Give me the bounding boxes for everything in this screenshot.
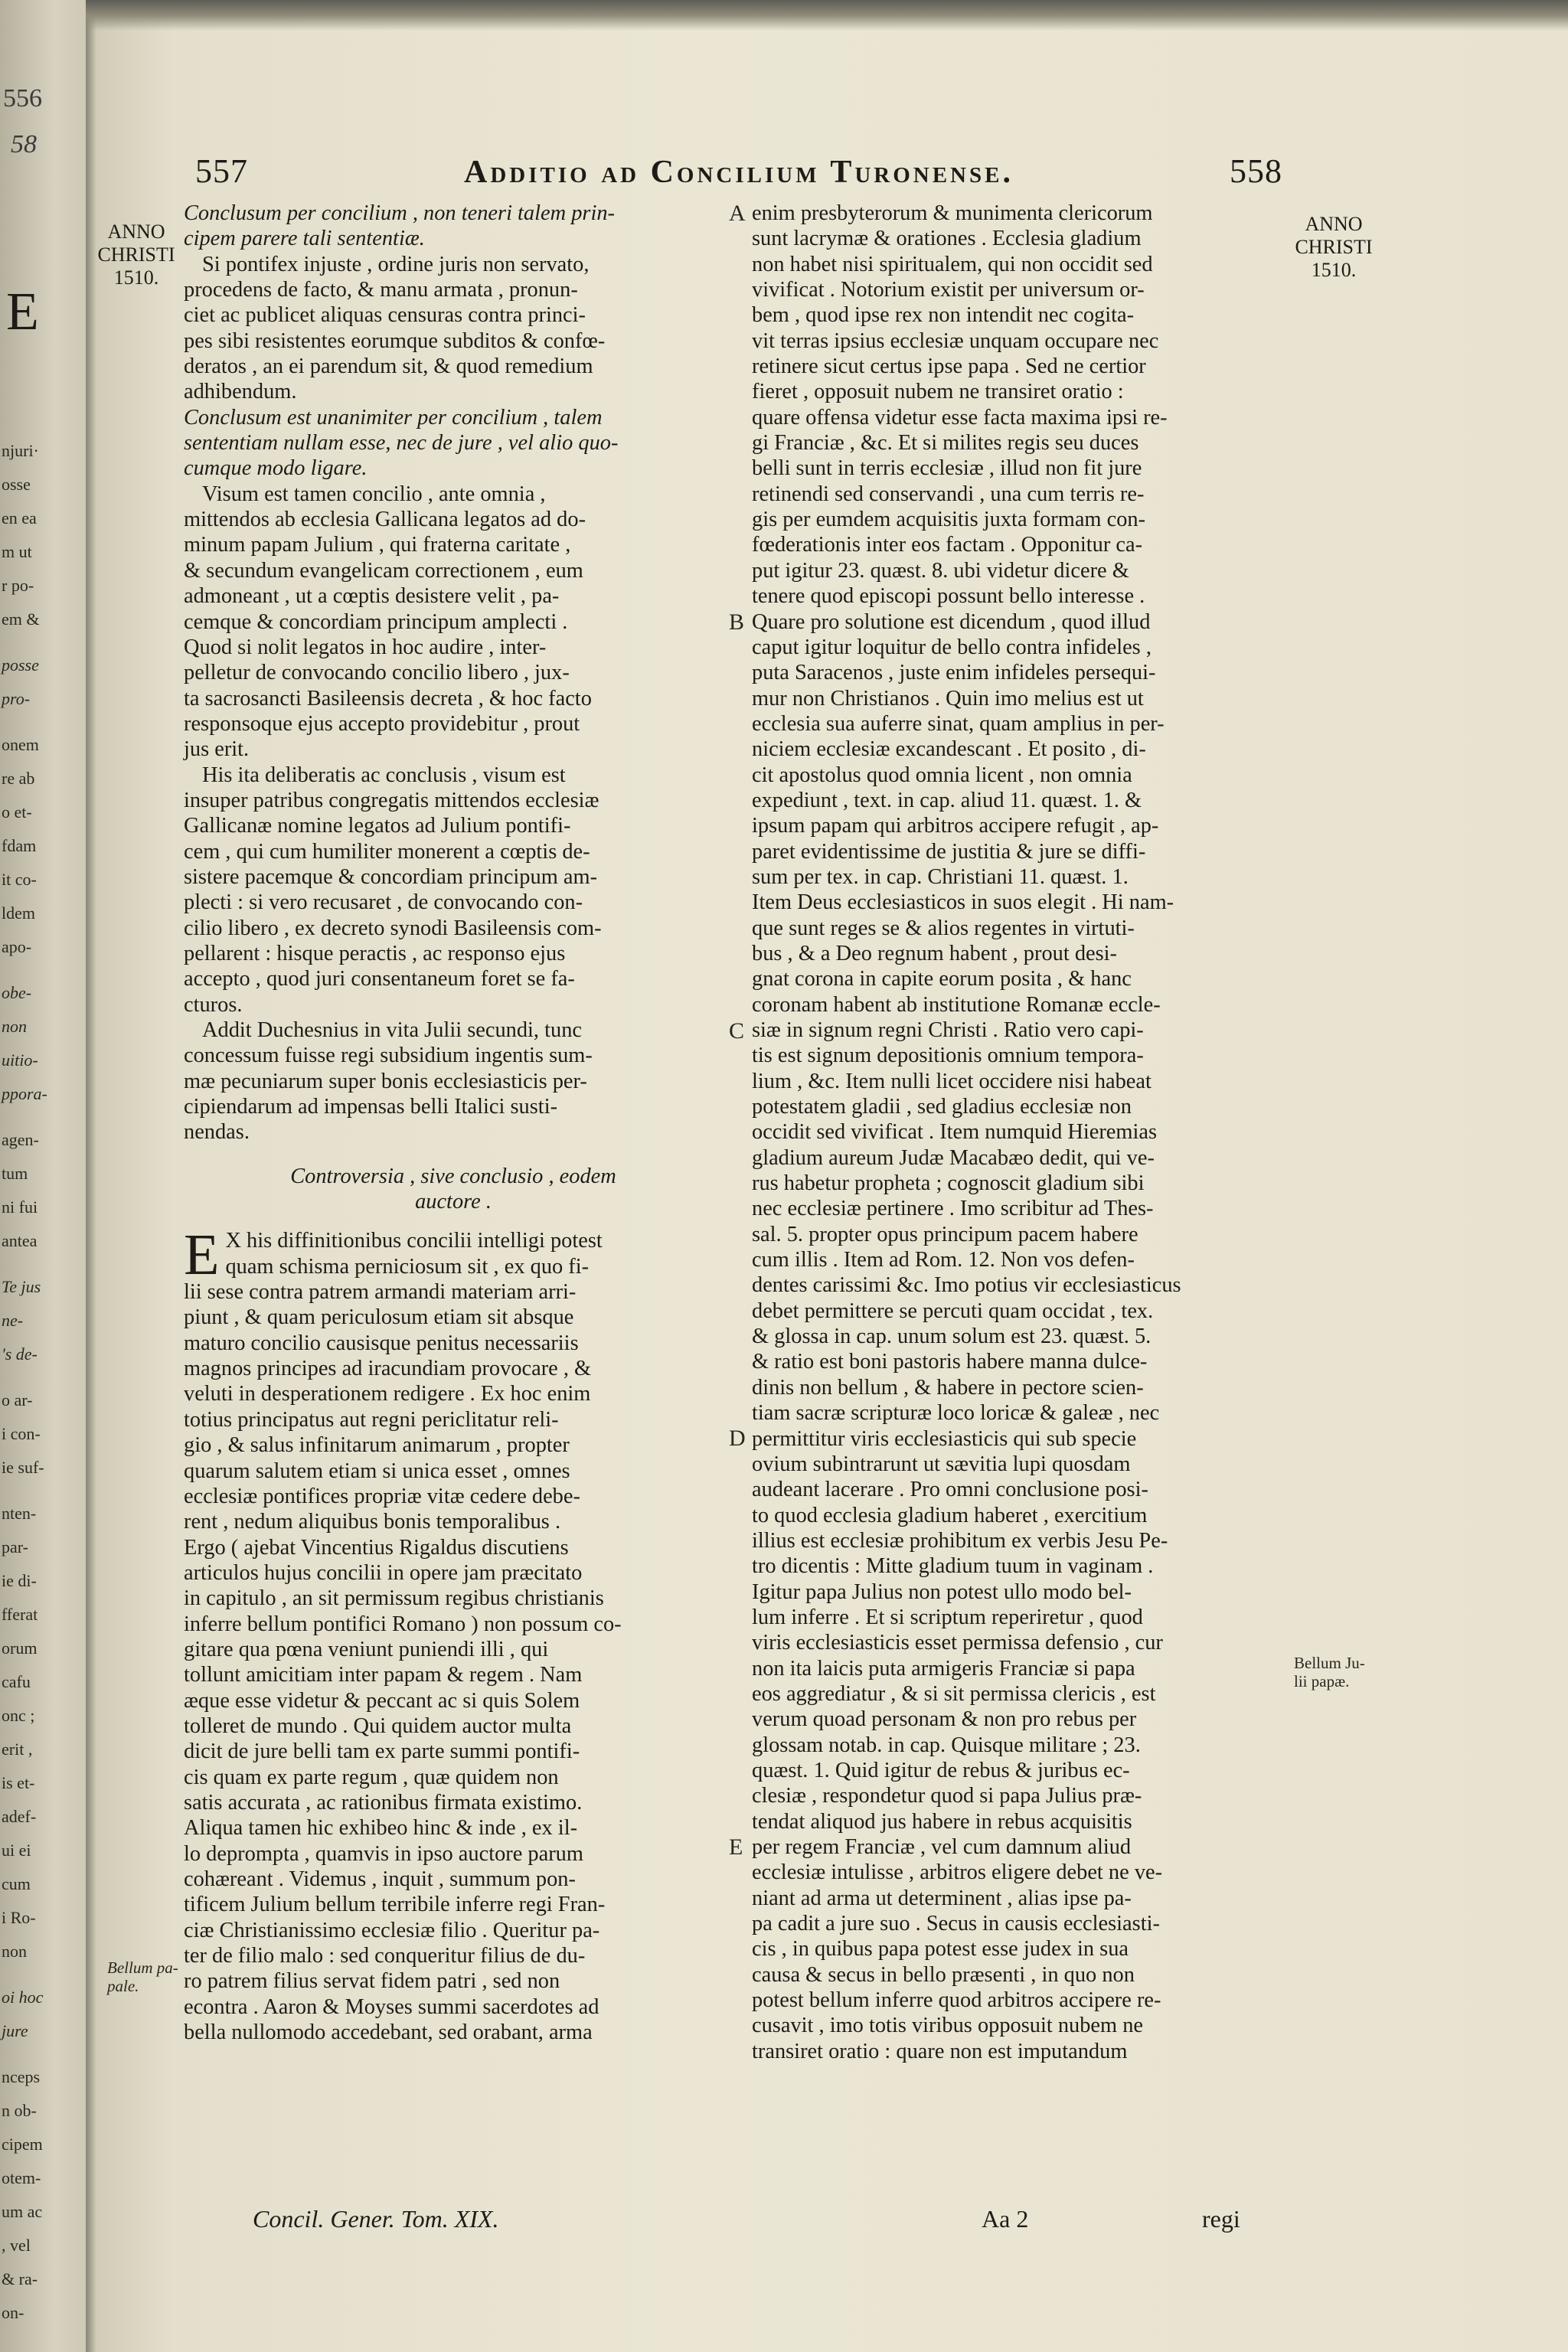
facing-page-fragment: 's de- xyxy=(2,1344,38,1364)
facing-page-fragment: otem- xyxy=(2,2168,41,2187)
facing-page-fragment: erit , xyxy=(2,1740,33,1759)
facing-page-fragment: cum xyxy=(2,1874,31,1893)
page-fold-shadow xyxy=(86,0,96,2352)
facing-page-fragment: adef- xyxy=(2,1807,37,1826)
facing-page-fragment: ne- xyxy=(2,1311,24,1330)
facing-page-fragment: n ob- xyxy=(2,2101,37,2120)
facing-page-fragment: em & xyxy=(2,609,40,629)
facing-page-fragment: on- xyxy=(2,2303,24,2322)
facing-page-fragment: njuri· xyxy=(2,441,39,460)
paragraph-text: Si pontifex injuste , ordine juris non servato, procedens de facto, & manu armata , pronun- ciet ac publicet aliquas censuras contra princi- pes sibi resistentes eorumque subditos & confœ- deratos , an ei parendum sit, & quod remedium adhibendum. xyxy=(184,252,606,404)
drop-cap: E xyxy=(184,1223,220,1288)
paragraph xyxy=(184,1164,723,1215)
facing-page-fragment: antea xyxy=(2,1231,38,1250)
footer-signature: Aa 2 xyxy=(982,2205,1029,2233)
facing-page-fragment: fferat xyxy=(2,1605,38,1624)
facing-page-fragment: ui ei xyxy=(2,1841,31,1860)
facing-page-fragment: oi hoc xyxy=(2,1988,44,2007)
facing-page-fragment: onem xyxy=(2,735,39,754)
facing-page-fragment: nceps xyxy=(2,2067,41,2086)
anno-christi-left: ANNO CHRISTI 1510. xyxy=(97,220,175,289)
paragraph xyxy=(184,201,723,252)
paragraph-text: Visum est tamen concilio , ante omnia , mittendos ab ecclesia Gallicana legatos ad do- minum papam Julium , qui fraterna caritate , & secundum evangelicam correctionem , eum admoneant , ut a cœptis desistere velit , pa- cemque & concordiam principum amplecti . Quod si nolit legatos in hoc audire , inter- pelletur de convocando concilio libero , jux- ta sacrosancti Basileensis decreta , & hoc facto responsoque ejus accepto providebitur , prout jus erit. xyxy=(184,482,592,762)
facing-page-fragment: & ra- xyxy=(2,2269,38,2288)
paragraph xyxy=(184,252,723,405)
sidenote-bellum-papale: Bellum pa- pale. xyxy=(107,1958,178,1995)
facing-page-number-corrected: 58 xyxy=(11,130,37,158)
facing-page-fragment: en ea xyxy=(2,508,37,528)
paragraph xyxy=(184,482,723,763)
facing-page-fragment: onc ; xyxy=(2,1706,35,1725)
facing-page-fragment: m ut xyxy=(2,542,32,561)
facing-page-fragment: cipem xyxy=(2,2135,43,2154)
section-marker-c: C xyxy=(729,1018,745,1044)
paragraph xyxy=(752,201,1291,2064)
facing-page-fragment: nten- xyxy=(2,1504,37,1523)
sidenote-bellum-julii: Bellum Ju- lii papæ. xyxy=(1294,1654,1365,1690)
facing-page-fragment: obe- xyxy=(2,983,32,1002)
running-title: Additio ad Concilium Turonense. xyxy=(464,155,1014,190)
facing-page-fragment: ppora- xyxy=(2,1084,47,1103)
left-page-number: 557 xyxy=(195,152,248,190)
paragraph xyxy=(184,1223,723,2045)
facing-page-fragment: Te jus xyxy=(2,1277,41,1296)
paragraph xyxy=(184,763,723,1018)
section-marker-e: E xyxy=(729,1834,743,1860)
paragraph-text: Controversia , sive conclusio , eodem auctore . xyxy=(290,1164,616,1214)
facing-page-fragment: osse xyxy=(2,475,31,494)
facing-page-fragment: agen- xyxy=(2,1130,39,1149)
facing-page-fragment: ie suf- xyxy=(2,1458,44,1477)
facing-page-fragment: i Ro- xyxy=(2,1908,36,1927)
section-marker-a: A xyxy=(729,201,746,226)
facing-page-fragment: orum xyxy=(2,1638,38,1658)
facing-page-fragment: i con- xyxy=(2,1424,41,1443)
paragraph-text: enim presbyterorum & munimenta clericorum sunt lacrymæ & orationes . Ecclesia gladium non habet nisi spiritualem, qui non occidit sed vivificat . Notorium existit per universum or- bem , quod ipse rex non intendit nec cogita- vit terras ipsius ecclesiæ unquam occupare nec retinere sicut certus ipse papa . Sed ne certior fieret , opposuit nubem ne transiret oratio : quare offensa videtur esse facta maxima ipsi re- gi Franciæ , &c. Et si milites regis seu duces belli sunt in terris ecclesiæ , illud non fit jure retinendi sed conservandi , una cum terris re- gis per eumdem acquisitis juxta formam con- fœderationis inter eos factam . Opponitur ca- put igitur 23. quæst. 8. ubi videtur dicere & tenere quod episcopi possunt bello interesse . Quare pro solutione est dicendum , quod illud caput igitur loquitur de bello contra infideles , puta Saracenos , juste enim infideles persequi- mur non Christianos . Quin imo melius est ut ecclesia sua auferre sinat, quam amplius in per- niciem ecclesiæ excandescant . Et posito , di- cit apostolus quod omnia licent , non omnia expediunt , text. in cap. aliud 11. quæst. 1. & ipsum papam qui arbitros accipere refugit , ap- paret evidentissime de justitia & jure se diffi- sum per tex. in cap. Christiani 11. quæst. 1. Item Deus ecclesiasticos in suos elegit . Hi nam- que sunt reges se & alios regentes in virtuti- bus , & a Deo regnum habent , prout desi- gnat corona in capite eorum posita , & hanc coronam habent ab institutione Romanæ eccle- siæ in signum regni Christi . Ratio vero capi- tis est signum depositionis omnium tempora- lium , &c. Item nulli licet occidere nisi habeat potestatem gladii , sed gladius ecclesiæ non occidit sed vivificat . Item numquid Hieremias gladium aureum Judæ Macabæo dedit, qui ve- rus habetur propheta ; cognoscit gladium sibi nec ecclesiæ pertinere . Imo scribitur ad Thes- sal. 5. propter opus principum pacem habere cum illis . Item ad Rom. 12. Non vos defen- dentes carissimi &c. Imo potius vir ecclesiasticus debet permittere se percuti quam occidat , tex. & glossa in cap. unum solum est 23. quæst. 5. & ratio est boni pastoris habere manna dulce- dinis non bellum , & habere in pectore scien- tiam sacræ scripturæ loco loricæ & galeæ , nec permittitur viris ecclesiasticis qui sub specie ovium subintrarunt ut sævitia lupi quosdam audeant lacerare . Pro omni conclusione posi- to quod ecclesia gladium haberet , exercitium illius est ecclesiæ prohibitum ex verbis Jesu Pe- tro dicentis : Mitte gladium tuum in vaginam . Igitur papa Julius non potest ullo modo bel- lum inferre . Et si scriptum reperiretur , quod viris ecclesiasticis esset permissa defensio , cur non ita laicis puta armigeris Franciæ si papa eos aggrediatur , & si sit permissa clericis , est verum quoad personam & non pro rebus per glossam notab. in cap. Quisque militare ; 23. quæst. 1. Quid igitur de rebus & juribus ec- clesiæ , respondetur quod si papa Julius præ- tendat aliquod jus habere in rebus acquisitis per regem Franciæ , vel cum damnum aliud ecclesiæ intulisse , arbitros eligere debet ne ve- niant ad arma ut determinent , alias ipse pa- pa cadit a jure suo . Secus in causis ecclesiasti- cis , in quibus papa potest esse judex in sua causa & secus in bello præsenti , in quo non potest bellum inferre quod arbitros accipere re- cusavit , imo totis viribus opposuit nubem ne transiret oratio : quare non est imputandum xyxy=(752,201,1181,2063)
facing-page-fragment: fdam xyxy=(2,836,37,855)
facing-page-fragment: jure xyxy=(2,2021,28,2040)
paragraph xyxy=(184,405,723,482)
facing-page-fragment: cafu xyxy=(2,1672,31,1691)
facing-page-fragment: re ab xyxy=(2,769,35,788)
paragraph-text: His ita deliberatis ac conclusis , visum est insuper patribus congregatis mittendos ecclesiæ Gallicanæ nomine legatos ad Julium pontifi- cem , qui cum humiliter monerent a cœptis de- sistere pacemque & concordiam principum am- plecti : si vero recusaret , de convocando con- cilio libero , ex decreto synodi Basileensis com- pellarent : hisque peractis , ac responso ejus accepto , quod juri consentaneum foret se fa- cturos. xyxy=(184,763,602,1017)
facing-page-fragment: pro- xyxy=(2,689,31,708)
section-marker-d: D xyxy=(729,1426,746,1451)
footer-volume: Concil. Gener. Tom. XIX. xyxy=(253,2205,499,2233)
facing-page-fragment: ie di- xyxy=(2,1571,37,1590)
facing-page-fragment: par- xyxy=(2,1537,28,1557)
facing-page-dropcap: E xyxy=(6,283,39,341)
facing-page-fragment: non xyxy=(2,1017,27,1036)
facing-page-fragment: it co- xyxy=(2,870,37,889)
running-header xyxy=(195,152,1282,205)
section-marker-b: B xyxy=(729,609,745,635)
facing-page-fragment: r po- xyxy=(2,576,34,595)
left-text-column xyxy=(184,201,723,2045)
paragraph-text: Addit Duchesnius in vita Julii secundi, tunc concessum fuisse regi subsidium ingentis sum- mæ pecuniarum super bonis ecclesiasticis per- cipiendarum ad impensas belli Italici susti- nendas. xyxy=(184,1018,593,1145)
facing-page-fragment: um ac xyxy=(2,2202,43,2221)
facing-page-fragment: tum xyxy=(2,1164,28,1183)
right-text-column xyxy=(752,201,1291,2064)
facing-page-fragment: apo- xyxy=(2,937,32,956)
facing-page-fragment: non xyxy=(2,1942,27,1961)
facing-page-fragment: is et- xyxy=(2,1773,35,1792)
facing-page-fragment: o et- xyxy=(2,802,32,822)
page-top-edge xyxy=(86,0,1568,31)
facing-page-fragment: ldem xyxy=(2,903,35,923)
facing-page-fragment: posse xyxy=(2,655,39,675)
facing-page-edge xyxy=(0,0,90,2352)
right-page-number: 558 xyxy=(1229,152,1282,190)
facing-page-number: 556 xyxy=(3,84,42,113)
paragraph-text: Conclusum est unanimiter per concilium , talem sententiam nullam esse, nec de jure , vel alio quo- cumque modo ligare. xyxy=(184,405,619,481)
footer-catchword: regi xyxy=(1202,2205,1240,2233)
paragraph-text: Conclusum per concilium , non teneri talem prin- cipem parere tali sententiæ. xyxy=(184,201,616,251)
facing-page-fragment: uitio- xyxy=(2,1050,38,1070)
paragraph xyxy=(184,1018,723,1145)
facing-page-fragment: ni fui xyxy=(2,1197,38,1217)
anno-christi-right: ANNO CHRISTI 1510. xyxy=(1295,213,1373,281)
facing-page-fragment: , vel xyxy=(2,2236,31,2255)
facing-page-fragment: o ar- xyxy=(2,1390,33,1410)
paragraph-text: X his diffinitionibus concilii intelligi potest quam schisma perniciosum sit , ex quo fi- lii sese contra patrem armandi materiam arri- piunt , & quam periculosum etiam sit absque maturo concilio causisque penitus necessariis magnos principes ad iracundiam provocare , & veluti in desperationem redigere . Ex hoc enim totius principatus aut regni periclitatur reli- gio , & salus infinitarum animarum , propter quarum salutem etiam si unica esset , omnes ecclesiæ pontifices propriæ vitæ cedere debe- rent , nedum aliquibus bonis temporalibus . Ergo ( ajebat Vincentius Rigaldus discutiens articulos hujus concilii in opere jam præcitato in capitulo , an sit permissum regibus christianis inferre bellum pontifici Romano ) non possum co- gitare qua pœna veniunt puniendi illi , qui tollunt amicitiam inter papam & regem . Nam æque esse videtur & peccant ac si quis Solem tolleret de mundo . Qui quidem auctor multa dicit de jure belli tam ex parte summi pontifi- cis quam ex parte regum , quæ quidem non satis accurata , ac rationibus firmata existimo. Aliqua tamen hic exhibeo hinc & inde , ex il- lo deprompta , quamvis in ipso auctore parum cohæreant . Videmus , inquit , summum pon- tificem Julium bellum terribile inferre regi Fran- ciæ Christianissimo ecclesiæ filio . Queritur pa- ter de filio malo : sed conqueritur filius de du- ro patrem filius servat fidem patri , sed non econtra . Aaron & Moyses summi sacerdotes ad bella nullomodo accedebant, sed orabant, arma xyxy=(184,1229,622,2045)
